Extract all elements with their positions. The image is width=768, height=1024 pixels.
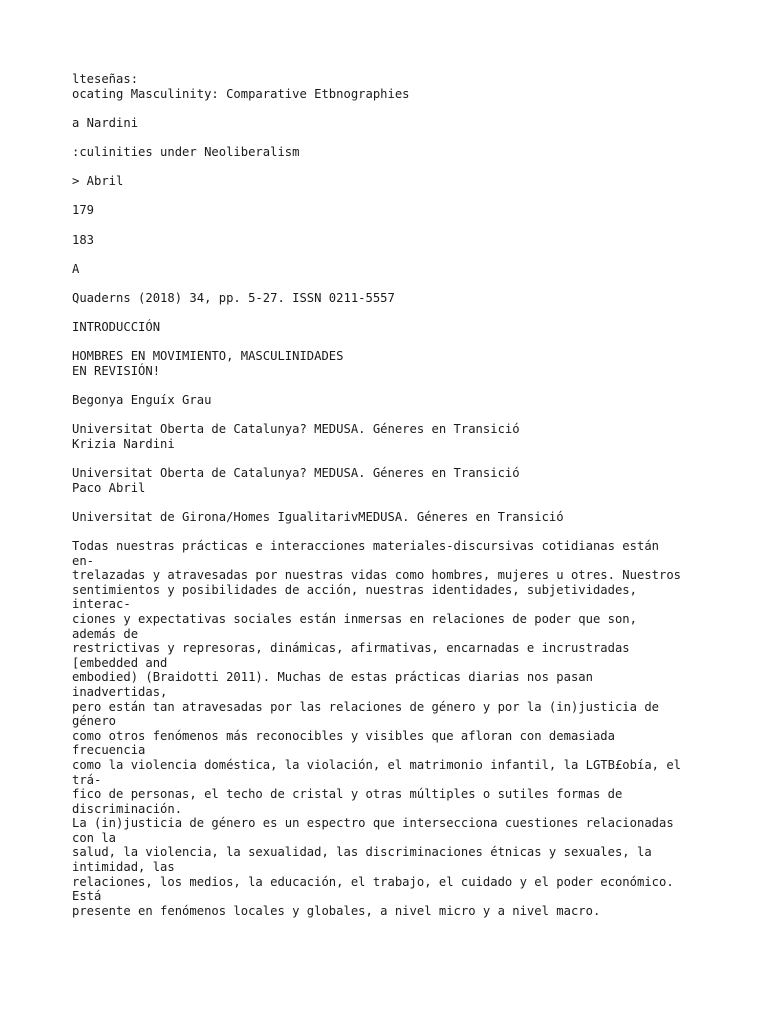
text-line: EN REVISIÓN! [72,363,161,378]
text-line: como la violencia doméstica, la violación, el matrimonio infantil, la LGTB£obía, el [72,757,682,772]
text-line: a Nardini [72,115,139,130]
text-line: frecuencia [72,743,146,758]
text-line: embodied) (Braidotti 2011). Muchas de estas prácticas diarias nos pasan [72,670,593,685]
text-line: presente en fenómenos locales y globales, a nivel micro y a nivel macro. [72,903,601,918]
text-line: Todas nuestras prácticas e interacciones materiales-discursivas cotidianas están [72,539,659,553]
text-line: como otros fenómenos más reconocibles y visibles que afloran con demasiada [72,728,615,743]
text-line: intimidad, las [72,860,175,875]
text-line: salud, la violencia, la sexualidad, las discriminaciones étnicas y sexuales, la [72,845,652,860]
text-line: Universitat Oberta de Catalunya? MEDUSA. Géneres en Transició [72,422,520,437]
blank-line [72,408,712,423]
text-line: relaciones, los medios, la educación, el trabajo, el cuidado y el poder económico. [72,874,674,889]
text-line: Paco Abril [72,480,146,495]
text-line: HOMBRES EN MOVIMIENTO, MASCULINIDADES [72,349,344,364]
text-line: discriminación. [72,801,183,816]
text-line: pero están tan atravesadas por las relaciones de género y por la (in)justicia de [72,699,659,714]
text-line: > Abril [72,174,124,189]
blank-line [72,160,712,175]
blank-line [72,276,712,291]
text-line: INTRODUCCIÓN [72,320,161,335]
text-line: género [72,714,117,729]
text-line: fico de personas, el techo de cristal y otras múltiples o sutiles formas de [72,787,623,802]
text-line: interac- [72,597,131,612]
blank-line [72,378,712,393]
text-line: en- [72,553,95,568]
blank-line [72,335,712,350]
text-line: Quaderns (2018) 34, pp. 5-27. ISSN 0211-5557 [72,290,395,305]
text-line: lteseñas: [72,72,139,86]
text-line: sentimientos y posibilidades de acción, nuestras identidades, subjetividades, [72,582,637,597]
text-line: 179 [72,203,95,218]
document-text [72,72,712,918]
blank-line [72,101,712,116]
text-line: Está [72,889,102,904]
text-line: además de [72,626,139,641]
text-line: Begonya Enguíx Grau [72,393,212,408]
text-line: inadvertidas, [72,684,168,699]
text-line: con la [72,830,117,845]
text-line: [embedded and [72,655,168,670]
blank-line [72,130,712,145]
blank-line [72,451,712,466]
blank-line [72,495,712,510]
blank-line [72,306,712,321]
text-line: Universitat Oberta de Catalunya? MEDUSA. Géneres en Transició [72,466,520,481]
text-line: Universitat de Girona/Homes IgualitarivMEDUSA. Géneres en Transició [72,509,564,524]
text-line: ocating Masculinity: Comparative Etbnographies [72,86,410,101]
blank-line [72,189,712,204]
text-line: ciones y expectativas sociales están inmersas en relaciones de poder que son, [72,611,637,626]
text-line: La (in)justicia de género es un espectro que intersecciona cuestiones relacionadas [72,816,674,831]
text-line: A [72,261,80,276]
text-line: restrictivas y represoras, dinámicas, afirmativas, encarnadas e incrustradas [72,641,630,656]
text-line: Krizia Nardini [72,436,175,451]
text-line: trelazadas y atravesadas por nuestras vidas como hombres, mujeres u otres. Nuestros [72,568,682,583]
text-line: 183 [72,232,95,247]
text-line: :culinities under Neoliberalism [72,144,300,159]
blank-line [72,247,712,262]
blank-line [72,524,712,539]
blank-line [72,218,712,233]
text-line: trá- [72,772,102,787]
